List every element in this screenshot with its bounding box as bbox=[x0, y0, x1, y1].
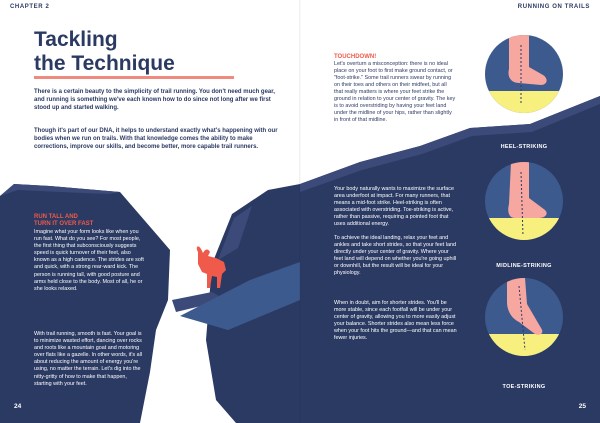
sidebar-paragraph-1: Imagine what your form looks like when you run fast. What do you see? For most people, the first thing that subconsciously suggests speed is quick turnover of their feet, also known as a high cadence. The strides are soft and quick, with a strong rear-ward kick. The person is running tall, with good posture and arms held close to the body. Most of all, he or she looks relaxed. bbox=[34, 229, 144, 292]
heel-strike-foot-icon bbox=[485, 35, 563, 113]
sidebar-heading bbox=[34, 214, 144, 228]
body-paragraph-2: To achieve the ideal landing, relax your feet and ankles and take short strides, so that your feet land directly under your center of gravity. Where your feet land will depend on whether you're going uphill or downhill, but the result will be ideal for your physiology. bbox=[334, 235, 457, 276]
running-head-chapter: CHAPTER 2 bbox=[10, 4, 50, 10]
title-underline bbox=[34, 76, 234, 79]
title-line-1: Tackling bbox=[34, 28, 118, 51]
toe-strike-foot-icon bbox=[485, 278, 563, 356]
title-line-2: the Technique bbox=[34, 52, 175, 75]
mountain-goat-icon bbox=[192, 244, 232, 292]
midline-strike-circle bbox=[485, 162, 563, 240]
body-paragraph-1: Your body naturally wants to maximize the surface area underfoot at impact. For many runners, that means a mid-foot strike. Heel-striking is often associated with overstriding. Toe-striking is active, rather than passive, requiring a pointed foot that uses additional energy. bbox=[334, 186, 454, 227]
touchdown-heading: TOUCHDOWN! bbox=[334, 54, 377, 60]
body-paragraph-3: When in doubt, aim for shorter strides. You'll be more stable, since each footfall will be under your center of gravity, allowing you to more easily adjust your balance. Shorter strides also mean less force when your foot hits the ground—and that can mean fewer injuries. bbox=[334, 300, 457, 341]
heel-strike-circle bbox=[485, 35, 563, 113]
intro-paragraph-1: There is a certain beauty to the simplicity of trail running. You don't need much gear, and running is something we've each known how to do since not long after we first stood up and started walking. bbox=[34, 89, 275, 111]
toe-strike-circle bbox=[485, 278, 563, 356]
sidebar-heading-line-1: RUN TALL AND bbox=[34, 214, 78, 220]
page-title bbox=[34, 28, 175, 76]
midline-strike-label: MIDLINE-STRIKING bbox=[496, 263, 552, 269]
page-number-left: 24 bbox=[14, 403, 22, 410]
sidebar-paragraph-2: With trail running, smooth is fast. Your goal is to minimize wasted effort, dancing over rocks and roots like a mountain goat and motoring over flats like a gazelle. In other words, it's all about reducing the amount of energy you're using, no matter the terrain. Let's dig into the nitty-gritty of how to make that happen, starting with your feet. bbox=[34, 331, 142, 387]
intro-paragraph-2: Though it's part of our DNA, it helps to understand exactly what's happening with our bodies when we run on trails. With that knowledge comes the ability to make corrections, improve our skills, and become better, more capable trail runners. bbox=[34, 128, 278, 150]
page-gutter bbox=[299, 0, 301, 423]
running-head-section: RUNNING ON TRAILS bbox=[517, 4, 590, 10]
page-number-right: 25 bbox=[578, 403, 586, 410]
right-page bbox=[300, 0, 600, 423]
midfoot-strike-foot-icon bbox=[485, 162, 563, 240]
touchdown-paragraph: Let's overturn a misconception: there is no ideal place on your foot to first make ground contact, or "foot-strike." Some trail runners swear by running on their toes and others on their midfeet, but all that really matters is where your feet strike the ground in relation to your center of gravity. The key is to avoid overstriding by having your feet land under the midline of your hips, rather than slightly in front of that midline. bbox=[334, 61, 456, 123]
sidebar-heading-line-2: TURN IT OVER FAST bbox=[34, 221, 94, 227]
toe-strike-label: TOE-STRIKING bbox=[502, 384, 546, 390]
heel-strike-label: HEEL-STRIKING bbox=[500, 144, 548, 150]
